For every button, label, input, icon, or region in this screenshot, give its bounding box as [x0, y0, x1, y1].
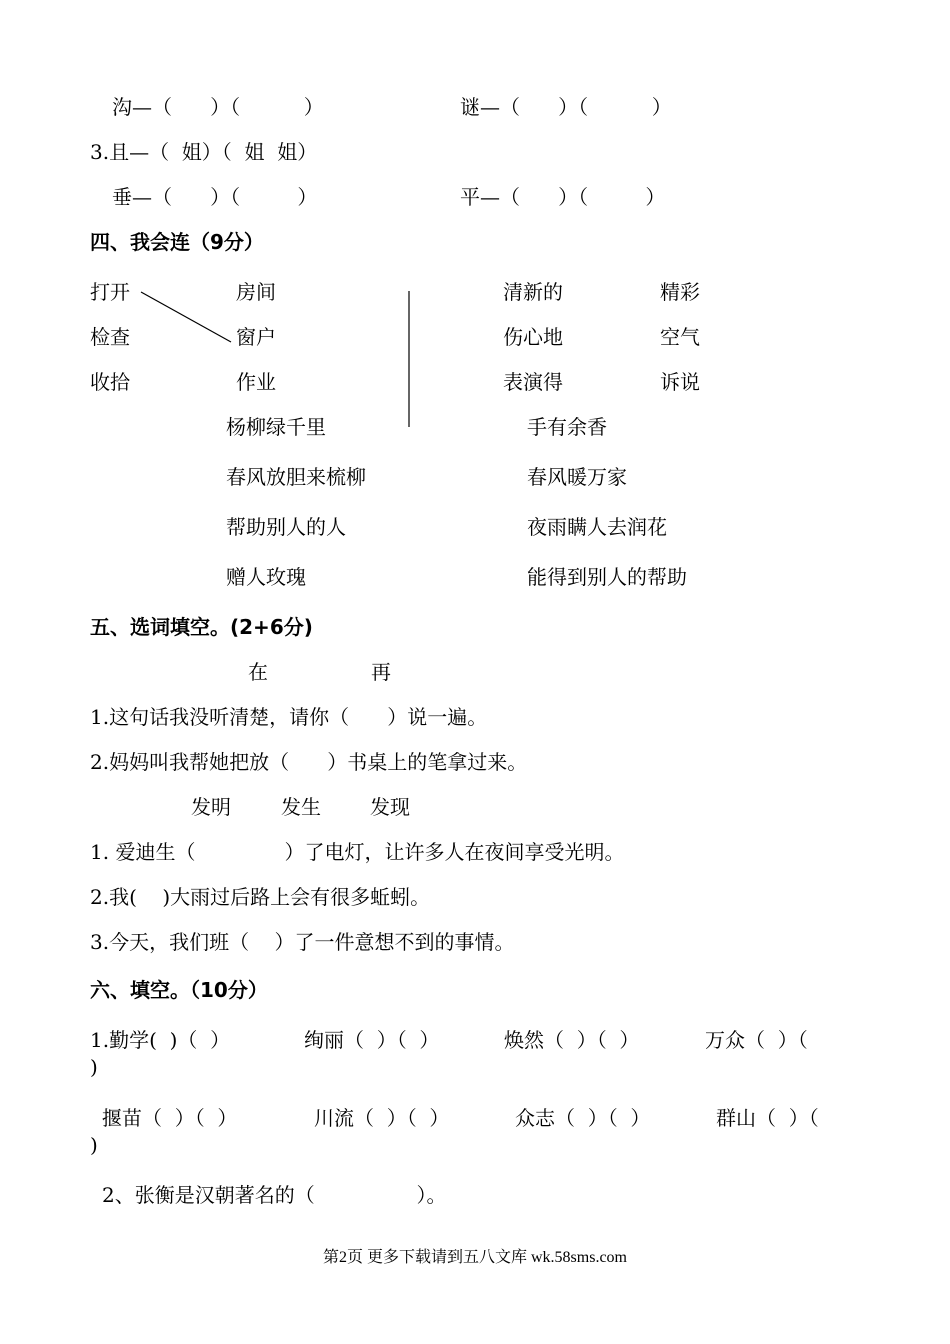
sec3-row3-left: 垂—（ ）（ ） — [112, 185, 318, 209]
idiom-2-3: 众志（ ）（ ） — [515, 1106, 651, 1130]
match-right-target-1: 精彩 — [660, 280, 700, 304]
idiom-1-1: 1.勤学( )（ ） — [90, 1028, 231, 1052]
poem-left-4: 赠人玫瑰 — [226, 565, 306, 589]
section-6-title: 六、填空。（10分） — [90, 978, 268, 1002]
fill-q4: 2.我( )大雨过后路上会有很多蚯蚓。 — [90, 885, 431, 909]
word-choice-2b: 发生 — [281, 795, 321, 819]
word-choice-2a: 发明 — [191, 795, 231, 819]
match-left-1: 打开 — [90, 280, 130, 304]
idiom-1-3: 焕然（ ）（ ） — [504, 1028, 640, 1052]
fill-q5: 3.今天，我们班（ ）了一件意想不到的事情。 — [90, 930, 515, 954]
word-choice-2c: 发现 — [370, 795, 410, 819]
idiom-1-2: 绚丽（ ）（ ） — [304, 1028, 440, 1052]
poem-left-2: 春风放胆来梳柳 — [226, 465, 366, 489]
match-target-1: 房间 — [236, 280, 276, 304]
poem-left-3: 帮助别人的人 — [226, 515, 346, 539]
idiom-2-4: 群山（ ）（ — [716, 1106, 819, 1130]
sec3-row1-left: 沟—（ ）（ ） — [112, 95, 324, 119]
sec3-row3-right: 平—（ ）（ ） — [460, 185, 666, 209]
idiom-2-wrap: ) — [90, 1133, 98, 1157]
fill-q3: 1. 爱迪生（ ）了电灯，让许多人在夜间享受光明。 — [90, 840, 625, 864]
match-target-3: 作业 — [236, 370, 276, 394]
page-footer: 第2页 更多下载请到五八文库 wk.58sms.com — [322, 1249, 627, 1266]
word-choice-1a: 在 — [248, 660, 268, 684]
sec3-row1-right: 谜—（ ）（ ） — [460, 95, 672, 119]
match-target-2: 窗户 — [236, 325, 276, 349]
idiom-1-4: 万众（ ）（ — [705, 1028, 808, 1052]
match-right-2: 伤心地 — [503, 325, 563, 349]
poem-right-2: 春风暖万家 — [527, 465, 627, 489]
match-left-2: 检查 — [90, 325, 130, 349]
idiom-2-2: 川流（ ）（ ） — [314, 1106, 450, 1130]
fill-q2: 2.妈妈叫我帮她把放（ ）书桌上的笔拿过来。 — [90, 750, 528, 774]
match-right-target-2: 空气 — [660, 325, 700, 349]
word-choice-1b: 再 — [371, 660, 391, 684]
match-right-1: 清新的 — [503, 280, 563, 304]
match-left-3: 收拾 — [90, 370, 130, 394]
poem-right-1: 手有余香 — [527, 415, 607, 439]
section-5-title: 五、选词填空。(2+6分) — [90, 615, 313, 639]
fill-zhangheng: 2、张衡是汉朝著名的（ ）。 — [102, 1183, 447, 1207]
section-4-title: 四、我会连（9分） — [90, 230, 264, 254]
match-right-target-3: 诉说 — [660, 370, 700, 394]
idiom-2-1: 揠苗（ ）（ ） — [102, 1106, 238, 1130]
example-connector-line — [141, 292, 231, 342]
fill-q1: 1.这句话我没听清楚，请你（ ）说一遍。 — [90, 705, 488, 729]
poem-right-4: 能得到别人的帮助 — [527, 565, 687, 589]
sec3-row2-left: 3.且—（ 姐）（ 姐 姐） — [90, 140, 318, 164]
idiom-1-wrap: ) — [90, 1055, 98, 1079]
poem-right-3: 夜雨瞒人去润花 — [527, 515, 667, 539]
poem-left-1: 杨柳绿千里 — [226, 415, 326, 439]
match-right-3: 表演得 — [503, 370, 563, 394]
